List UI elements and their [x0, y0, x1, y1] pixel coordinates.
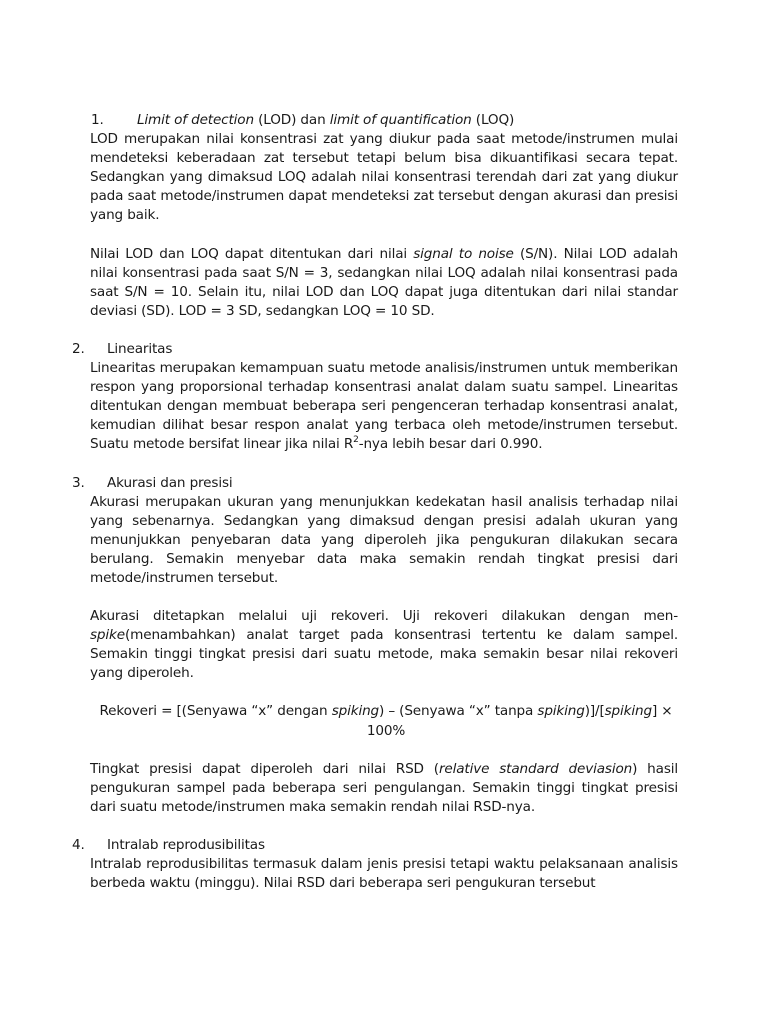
section-intralab: [72, 836, 678, 893]
paragraph-text: (menambahkan) analat target pada konsentrasi tertentu ke dalam sampel. Semakin tinggi tingkat presisi dari suatu metode, maka semakin besar nilai rekoveri yang diperoleh.: [90, 627, 678, 682]
section-number: 3.: [72, 474, 85, 491]
section-heading: [91, 111, 679, 130]
paragraph: [90, 245, 678, 321]
section-number: 4.: [72, 836, 85, 853]
formula-term: spiking: [331, 703, 380, 720]
paragraph-text: Nilai LOD dan LOQ dapat ditentukan dari nilai: [90, 245, 414, 262]
section-number: 1.: [91, 112, 104, 128]
paragraph-term: relative standard deviasion: [438, 760, 633, 777]
rekoveri-formula: [90, 702, 678, 740]
section-lod-loq: [90, 111, 678, 321]
paragraph-term: spike: [90, 627, 125, 644]
formula-term: spiking: [537, 703, 585, 720]
section-heading: [72, 340, 660, 359]
paragraph: LOD merupakan nilai konsentrasi zat yang diukur pada saat metode/instrumen mulai mendeteksi keberadaan zat tersebut tetapi belum bisa dikuantifikasi secara tepat. Sedangkan yang dimaksud LOQ adalah nilai konsentrasi terendah dari zat yang diukur pada saat metode/instrumen dapat mendeteksi zat tersebut dengan akurasi dan presisi yang baik.: [90, 131, 678, 224]
paragraph-text: (S/N). Nilai LOD adalah nilai konsentrasi pada saat S/N = 3, sedangkan nilai LOQ adalah nilai konsentrasi pada saat S/N = 10. Selain itu, nilai LOD dan LOQ dapat juga ditentukan dari nilai standar deviasi (SD). LOD = 3 SD, sedangkan LOQ = 10 SD.: [90, 245, 679, 319]
paragraph: Akurasi merupakan ukuran yang menunjukkan kedekatan hasil analisis terhadap nilai yang sebenarnya. Sedangkan yang dimaksud dengan presisi adalah ukuran yang menunjukkan penyebaran data yang diperoleh jika pengukuran dilakukan secara berulang. Semakin menyebar data maka semakin rendah tingkat presisi dari metode/instrumen tersebut.: [90, 493, 678, 586]
heading-text: Linearitas: [107, 340, 173, 357]
document-content: [72, 111, 679, 893]
section-heading: [72, 836, 660, 855]
paragraph: Intralab reprodusibilitas termasuk dalam jenis presisi tetapi waktu pelaksanaan analisis berbeda waktu (minggu). Nilai RSD dari beberapa seri pengukuran tersebut: [90, 856, 678, 892]
paragraph-text: ) hasil pengukuran sampel pada beberapa seri pengulangan. Semakin tinggi tingkat presisi dari suatu metode/instrumen maka semakin rendah nilai RSD-nya.: [90, 760, 678, 815]
paragraph-text: Akurasi ditetapkan melalui uji rekoveri. Uji rekoveri dilakukan dengan men-: [90, 608, 678, 625]
paragraph: [90, 607, 678, 683]
paragraph-text: Linearitas merupakan kemampuan suatu metode analisis/instrumen untuk memberikan respon yang proporsional terhadap konsentrasi analat dalam suatu sampel. Linearitas ditentukan dengan membuat beberapa seri pengenceran terhadap konsentrasi analat, kemudian dilihat besar respon analat yang terbaca oleh metode/instrumen tersebut. Suatu metode bersifat linear jika nilai R: [90, 360, 678, 453]
section-akurasi-presisi: [72, 474, 678, 817]
heading-term: limit of quantification: [329, 112, 472, 128]
section-linearitas: [72, 340, 678, 455]
superscript: 2: [353, 434, 359, 445]
section-number: 2.: [72, 340, 85, 357]
heading-text: Intralab reprodusibilitas: [107, 836, 265, 853]
heading-text: Akurasi dan presisi: [107, 474, 233, 491]
formula-text: Rekoveri = [(Senyawa “x” dengan: [99, 703, 332, 720]
heading-text: (LOQ): [471, 112, 515, 128]
paragraph-term: signal to noise: [413, 245, 514, 262]
section-heading: [72, 474, 660, 493]
formula-text: )]/[: [584, 703, 605, 720]
heading-term: Limit of detection: [137, 112, 254, 128]
paragraph: [90, 760, 678, 817]
heading-text: (LOD) dan: [253, 112, 330, 128]
formula-text: ) – (Senyawa “x” tanpa: [379, 703, 538, 720]
formula-term: spiking: [604, 703, 652, 720]
paragraph-text: Tingkat presisi dapat diperoleh dari nilai RSD (: [90, 760, 439, 777]
paragraph: [90, 359, 678, 454]
paragraph-text: -nya lebih besar dari 0.990.: [358, 436, 543, 453]
formula-text: ] × 100%: [366, 703, 673, 739]
